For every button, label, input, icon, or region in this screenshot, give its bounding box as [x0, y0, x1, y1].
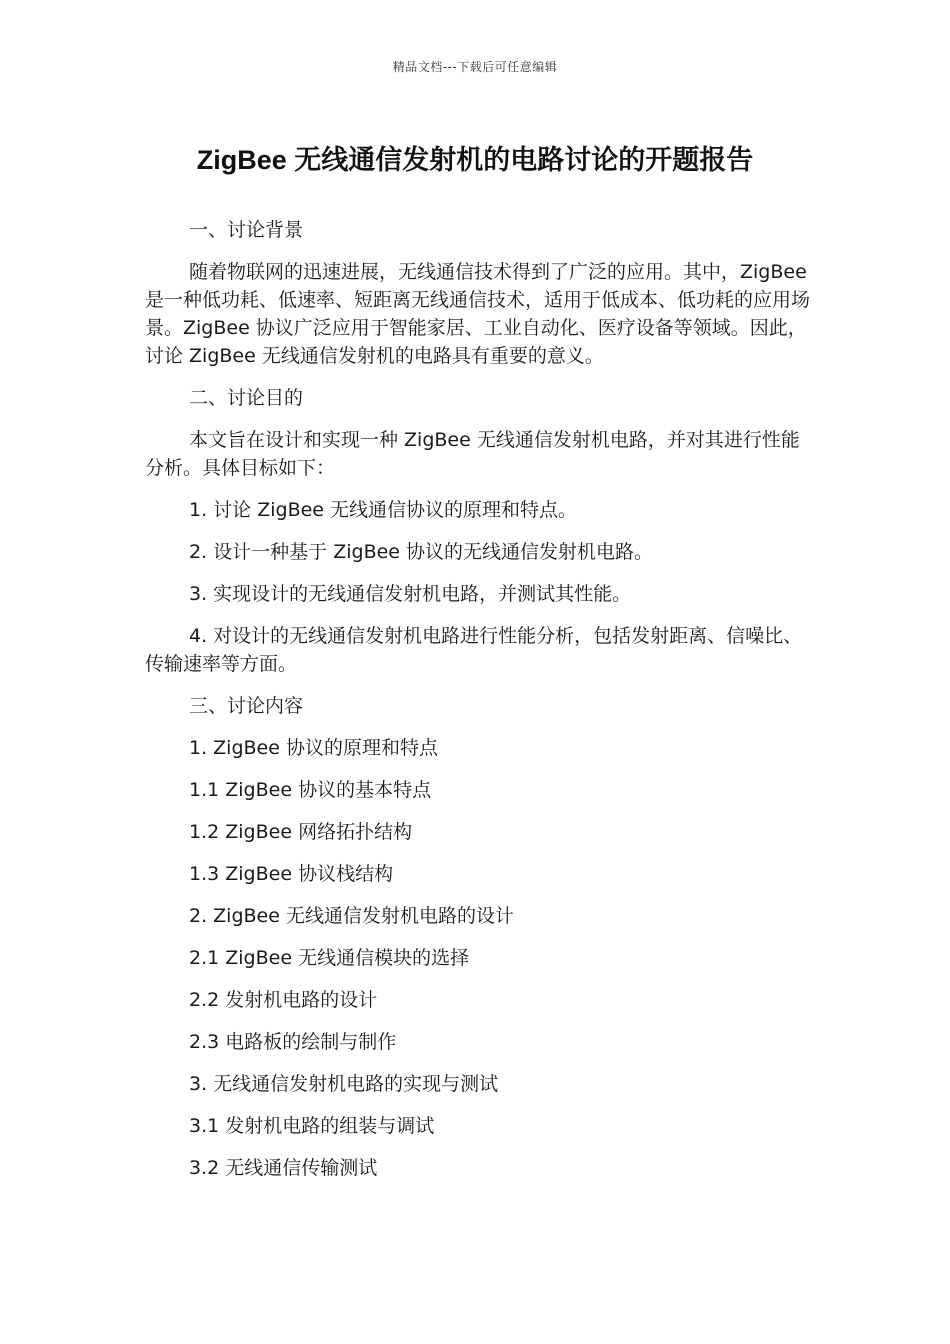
outline-item-2-3: 2.3 电路板的绘制与制作 [189, 1031, 397, 1053]
outline-item-2-2: 2.2 发射机电路的设计 [189, 989, 378, 1011]
document-body [145, 216, 810, 1196]
section-heading-purpose: 二、讨论目的 [189, 387, 304, 409]
outline-item-2-1: 2.1 ZigBee 无线通信模块的选择 [189, 947, 470, 969]
outline-item-2: 2. ZigBee 无线通信发射机电路的设计 [189, 905, 514, 927]
list-item-goal-3: 3. 实现设计的无线通信发射机电路，并测试其性能。 [189, 583, 632, 605]
outline-item-3: 3. 无线通信发射机电路的实现与测试 [189, 1073, 499, 1095]
list-item-goal-4: 4. 对设计的无线通信发射机电路进行性能分析，包括发射距离、信噪比、传输速率等方面。 [145, 625, 803, 675]
section-heading-content: 三、讨论内容 [189, 695, 304, 717]
section-heading-background: 一、讨论背景 [189, 219, 304, 241]
outline-item-1-3: 1.3 ZigBee 协议栈结构 [189, 863, 394, 885]
paragraph-purpose: 本文旨在设计和实现一种 ZigBee 无线通信发射机电路，并对其进行性能分析。具体目标如下： [145, 429, 800, 479]
outline-item-1-1: 1.1 ZigBee 协议的基本特点 [189, 779, 432, 801]
paragraph-background: 随着物联网的迅速进展，无线通信技术得到了广泛的应用。其中，ZigBee 是一种低功耗、低速率、短距离无线通信技术，适用于低成本、低功耗的应用场景。ZigBee 协议广泛应用于智能家居、工业自动化、医疗设备等领域。因此，讨论 ZigBee 无线通信发射机的电路具有重要的意义。 [145, 261, 811, 367]
list-item-goal-1: 1. 讨论 ZigBee 无线通信协议的原理和特点。 [189, 499, 578, 521]
outline-item-1: 1. ZigBee 协议的原理和特点 [189, 737, 438, 759]
document-title: ZigBee 无线通信发射机的电路讨论的开题报告 [196, 145, 754, 175]
outline-item-3-2: 3.2 无线通信传输测试 [189, 1157, 378, 1179]
outline-item-3-1: 3.1 发射机电路的组装与调试 [189, 1115, 435, 1137]
outline-item-1-2: 1.2 ZigBee 网络拓扑结构 [189, 821, 413, 843]
list-item-goal-2: 2. 设计一种基于 ZigBee 协议的无线通信发射机电路。 [189, 541, 654, 563]
page-header: 精品文档---下载后可任意编辑 [392, 60, 558, 74]
